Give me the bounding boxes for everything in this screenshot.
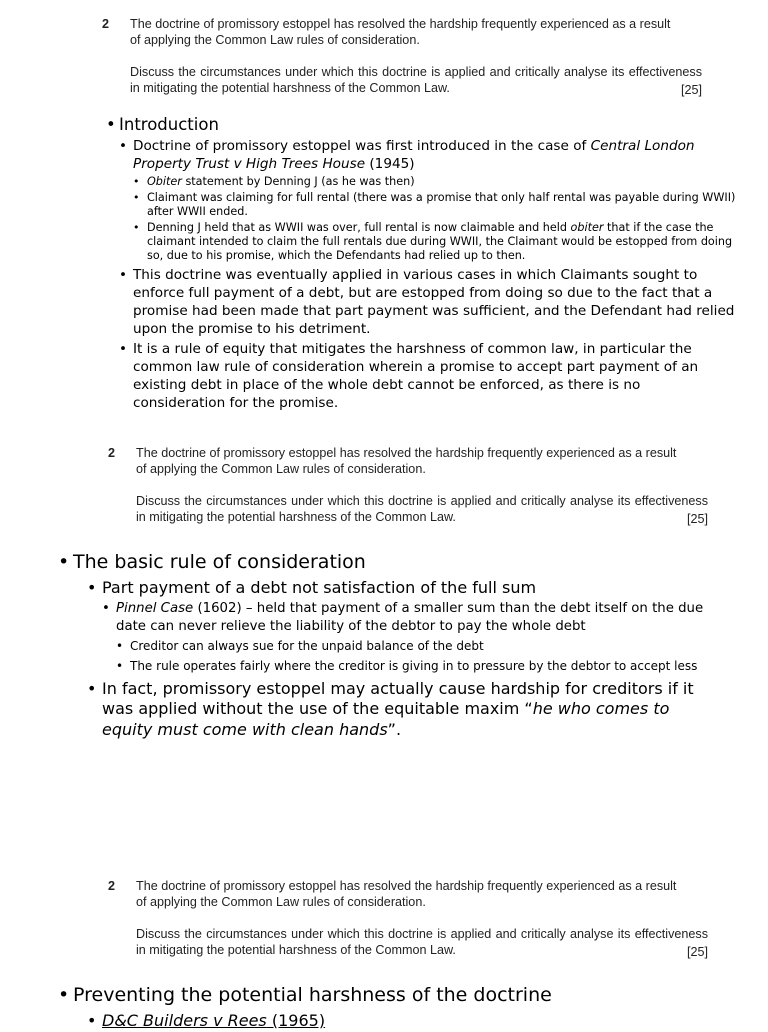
bullet-obiter: • Obiter statement by Denning J (as he was then) xyxy=(133,175,736,189)
bullet-denning-held: • Denning J held that as WWII was over, full rental is now claimable and held obiter that if the case the claimant intended to claim the full rentals due during WWII, the Claimant would be estopped from doing so, due to his promise, which the Defendants had relied up to then. xyxy=(133,221,736,263)
preventing-heading: Preventing the potential harshness of the doctrine xyxy=(73,984,552,1006)
question-number: 2 xyxy=(108,879,116,893)
question-number: 2 xyxy=(102,17,110,31)
bullet-preventing xyxy=(58,984,718,1032)
case-pinnel: Pinnel Case xyxy=(116,600,194,616)
question-block-3 xyxy=(108,878,708,960)
question-text: The doctrine of promissory estoppel has resolved the hardship frequently experienced as a result of applying the Common Law rules of consideration. Discuss the circumstances under which this doctrine is applied and critically analyse its effectiveness in mitigating the potential harshness of the Common Law. xyxy=(136,446,708,524)
case-high-trees: Central London Property Trust v High Trees House xyxy=(133,138,695,172)
bullet-pinnel-case: • Pinnel Case (1602) – held that payment of a smaller sum than the debt itself on the due date can never relieve the liability of the debtor to pay the whole debt • Creditor can always sue for the unpaid balance of the debt • The rule operates fairly where the creditor is giving in to pressure by the debtor to accept less xyxy=(102,600,718,676)
bullet-rule-of-equity: • It is a rule of equity that mitigates the harshness of common law, in particular the common law rule of consideration wherein a promise to accept part payment of an existing debt in place of the whole debt cannot be enforced, as there is no consideration for the promise. xyxy=(119,340,736,412)
question-text xyxy=(130,16,702,96)
bullet-part-payment: • Part payment of a debt not satisfaction of the full sum • Pinnel Case (1602) – held that payment of a smaller sum than the debt itself on the due date can never relieve the liability of the debtor to pay the whole debt • Creditor can always sue for the unpaid balance of the debt • The rule operates fairly where the creditor is giving in to pressure by the debtor to accept less xyxy=(87,578,718,676)
introduction-heading: Introduction xyxy=(119,115,219,134)
question-number: 2 xyxy=(108,446,116,460)
slide-preventing-harshness xyxy=(58,984,718,1032)
bullet-creditor-sue: • Creditor can always sue for the unpaid balance of the debt xyxy=(116,636,718,656)
question-text: The doctrine of promissory estoppel has resolved the hardship frequently experienced as a result of applying the Common Law rules of consideration. Discuss the circumstances under which this doctrine is applied and critically analyse its effectiveness in mitigating the potential harshness of the Common Law. xyxy=(136,879,708,957)
bullet-rule-operates: • The rule operates fairly where the creditor is giving in to pressure by the debtor to accept less xyxy=(116,656,718,676)
question-block-2 xyxy=(108,445,708,527)
question-line-2: of applying the Common Law rules of consideration. xyxy=(130,33,420,47)
bullet-basic-rule xyxy=(58,551,718,740)
question-marks: [25] xyxy=(680,83,702,97)
case-dc-builders: D&C Builders v Rees xyxy=(102,1011,267,1030)
question-marks: [25] xyxy=(686,945,708,959)
question-line-1: The doctrine of promissory estoppel has resolved the hardship frequently experienced as a result xyxy=(130,17,671,31)
slide-basic-rule xyxy=(58,551,718,740)
bullet-high-trees: • Doctrine of promissory estoppel was first introduced in the case of Central London Property Trust v High Trees House (1945) • Obiter statement by Denning J (as he was then) • Claimant was claiming for full rental (there was a promise that only half rental was payable during WWII) after WWII ended. • Denning J held that as WWII was over, full rental is now claimable and held obiter that if the case the claimant intended to claim the full rentals due during WWII, the Claimant would be estopped from doing so, due to his promise, which the Defendants had relied up to then. xyxy=(119,137,736,263)
bullet-doctrine-applied: • This doctrine was eventually applied in various cases in which Claimants sought to enforce full payment of a debt, but are estopped from doing so due to the fact that a promise had been made that part payment was sufficient, and the Defendant had relied upon the promise to his detriment. xyxy=(119,266,736,338)
question-block-1 xyxy=(102,16,702,98)
bullet-hardship-creditors: • In fact, promissory estoppel may actually cause hardship for creditors if it was applied without the use of the equitable maxim “he who comes to equity must come with clean hands”. xyxy=(87,679,718,741)
bullet-dc-builders: • D&C Builders v Rees (1965) xyxy=(87,1011,718,1032)
basic-rule-heading: The basic rule of consideration xyxy=(73,551,366,573)
bullet-claimant-claim: • Claimant was claiming for full rental (there was a promise that only half rental was payable during WWII) after WWII ended. xyxy=(133,191,736,219)
question-marks: [25] xyxy=(686,512,708,526)
slide-introduction xyxy=(106,115,736,412)
question-discuss: Discuss the circumstances under which this doctrine is applied and critically analyse its effectiveness in mitigating the potential harshness of the Common Law. xyxy=(130,65,702,95)
bullet-introduction xyxy=(106,115,736,412)
